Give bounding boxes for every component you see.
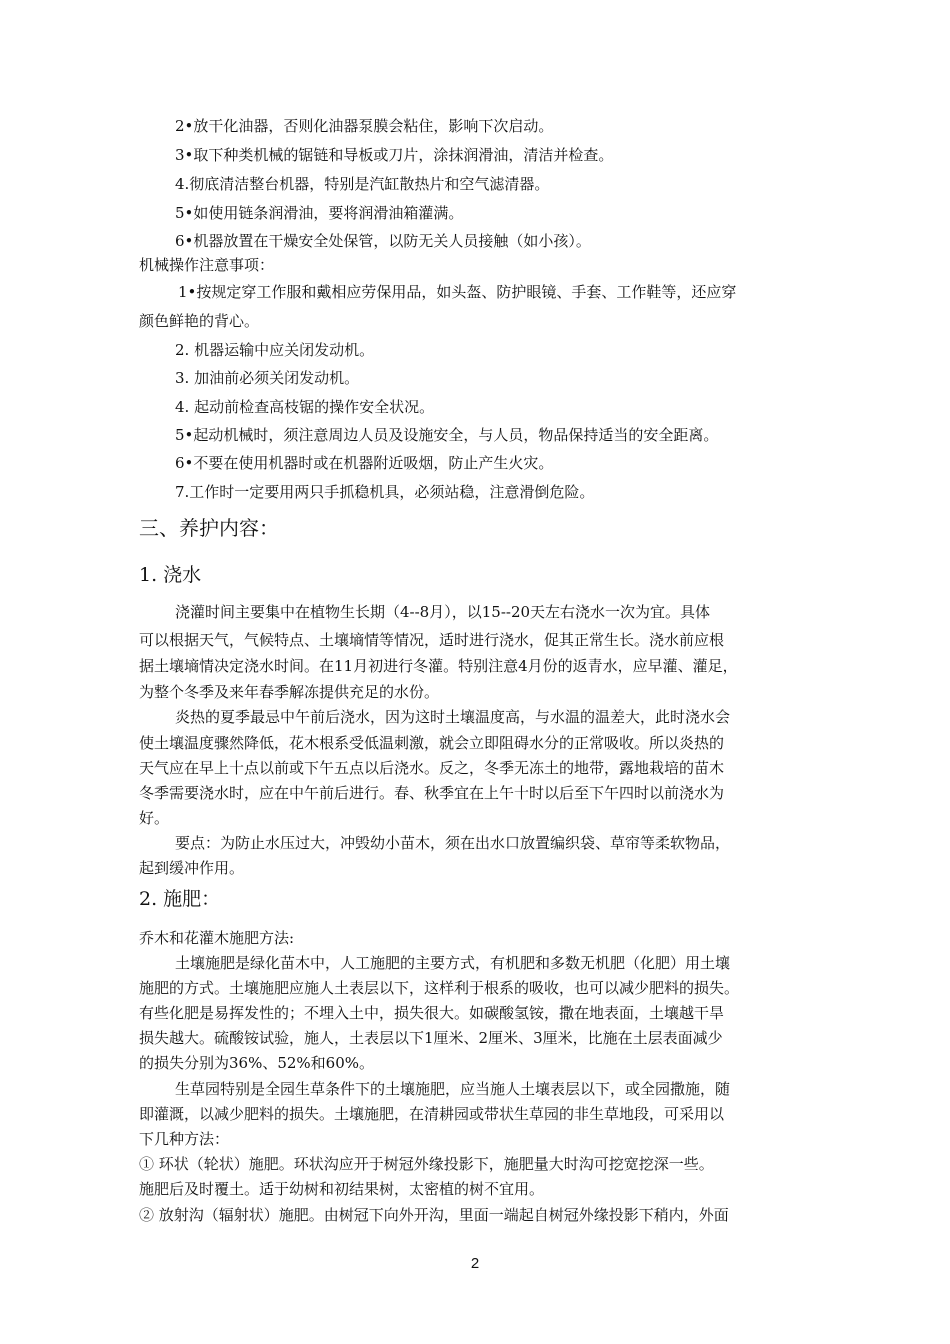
- paragraph-line: 好。: [139, 809, 170, 827]
- paragraph-line: 有些化肥是易挥发性的；不埋入土中，损失很大。如碳酸氢铵，撒在地表面，土壤越干旱: [139, 1004, 725, 1022]
- paragraph-line: 土壤施肥是绿化苗木中，人工施肥的主要方式，有机肥和多数无机肥（化肥）用土壤: [175, 954, 731, 972]
- paragraph-line: 使土壤温度骤然降低，花木根系受低温刺激，就会立即阻碍水分的正常吸收。所以炎热的: [139, 734, 725, 752]
- paragraph-line: 要点：为防止水压过大，冲毁幼小苗木，须在出水口放置编织袋、草帘等柔软物品，: [175, 834, 731, 852]
- paragraph-line: 起到缓冲作用。: [139, 859, 245, 877]
- paragraph-line: 炎热的夏季最忌中午前后浇水，因为这时土壤温度高，与水温的温差大，此时浇水会: [175, 708, 731, 726]
- text-line: 颜色鲜艳的背心。: [139, 312, 260, 330]
- paragraph-line: 冬季需要浇水时，应在中午前后进行。春、秋季宜在上午十时以后至下午四时以前浇水为: [139, 784, 725, 802]
- text-line: 1•按规定穿工作服和戴相应劳保用品，如头盔、防护眼镜、手套、工作鞋等，还应穿: [178, 283, 737, 301]
- paragraph-line: 为整个冬季及来年春季解冻提供充足的水份。: [139, 683, 440, 701]
- paragraph-line: 施肥的方式。土壤施肥应施人土表层以下，这样利于根系的吸收，也可以减少肥料的损失。: [139, 979, 740, 997]
- paragraph-line: 即灌溉，以减少肥料的损失。土壤施肥，在清耕园或带状生草园的非生草地段，可采用以: [139, 1105, 725, 1123]
- paragraph-line: 损失越大。硫酸铵试验，施人，土表层以下1厘米、2厘米、3厘米，比施在土层表面减少: [139, 1029, 723, 1047]
- text-line: 2•放干化油器，否则化油器泵膜会粘住，影响下次启动。: [175, 117, 554, 135]
- text-line: 6•不要在使用机器时或在机器附近吸烟，防止产生火灾。: [175, 454, 554, 472]
- paragraph-line: 的损失分别为36%、52%和60%。: [139, 1054, 375, 1072]
- paragraph-line: 施肥后及时覆土。适于幼树和初结果树，太密植的树不宜用。: [139, 1180, 545, 1198]
- paragraph-line: 生草园特别是全园生草条件下的土壤施肥，应当施人土壤表层以下，或全园撒施，随: [175, 1080, 731, 1098]
- list-item: ② 放射沟（辐射状）施肥。由树冠下向外开沟，里面一端起自树冠外缘投影下稍内，外面: [139, 1206, 729, 1224]
- paragraph-line: 据土壤墒情决定浇水时间。在11月初进行冬灌。特别注意4月份的返青水，应早灌、灌足，: [139, 657, 738, 675]
- paragraph-line: 天气应在早上十点以前或下午五点以后浇水。反之，冬季无冻土的地带，露地栽培的苗木: [139, 759, 725, 777]
- paragraph-line: 浇灌时间主要集中在植物生长期（4--8月），以15--20天左右浇水一次为宜。具体: [175, 603, 711, 621]
- section-heading: 三、养护内容：: [139, 516, 279, 540]
- text-line: 7.工作时一定要用两只手抓稳机具，必须站稳，注意滑倒危险。: [175, 483, 595, 501]
- page-number: 2: [470, 1255, 480, 1272]
- list-item: ① 环状（轮状）施肥。环状沟应开于树冠外缘投影下，施肥量大时沟可挖宽挖深一些。: [139, 1155, 714, 1173]
- text-line: 5•起动机械时，须注意周边人员及设施安全，与人员，物品保持适当的安全距离。: [175, 426, 719, 444]
- text-line: 2. 机器运输中应关闭发动机。: [175, 341, 375, 359]
- subsection-heading: 2. 施肥：: [139, 888, 221, 910]
- section-label: 乔木和花灌木施肥方法:: [139, 929, 295, 947]
- text-line: 3•取下种类机械的锯链和导板或刀片，涂抹润滑油，清洁并检查。: [175, 146, 614, 164]
- paragraph-line: 下几种方法：: [139, 1130, 230, 1148]
- section-label: 机械操作注意事项：: [139, 256, 275, 274]
- text-line: 4. 起动前检查高枝锯的操作安全状况。: [175, 398, 435, 416]
- text-line: 5•如使用链条润滑油，要将润滑油箱灌满。: [175, 204, 464, 222]
- paragraph-line: 可以根据天气，气候特点、土壤墒情等情况，适时进行浇水，促其正常生长。浇水前应根: [139, 631, 725, 649]
- text-line: 4.彻底清洁整台机器，特别是汽缸散热片和空气滤清器。: [175, 175, 550, 193]
- text-line: 6•机器放置在干燥安全处保管，以防无关人员接触（如小孩）。: [175, 232, 591, 250]
- text-line: 3. 加油前必须关闭发动机。: [175, 369, 360, 387]
- subsection-heading: 1. 浇水: [139, 564, 202, 586]
